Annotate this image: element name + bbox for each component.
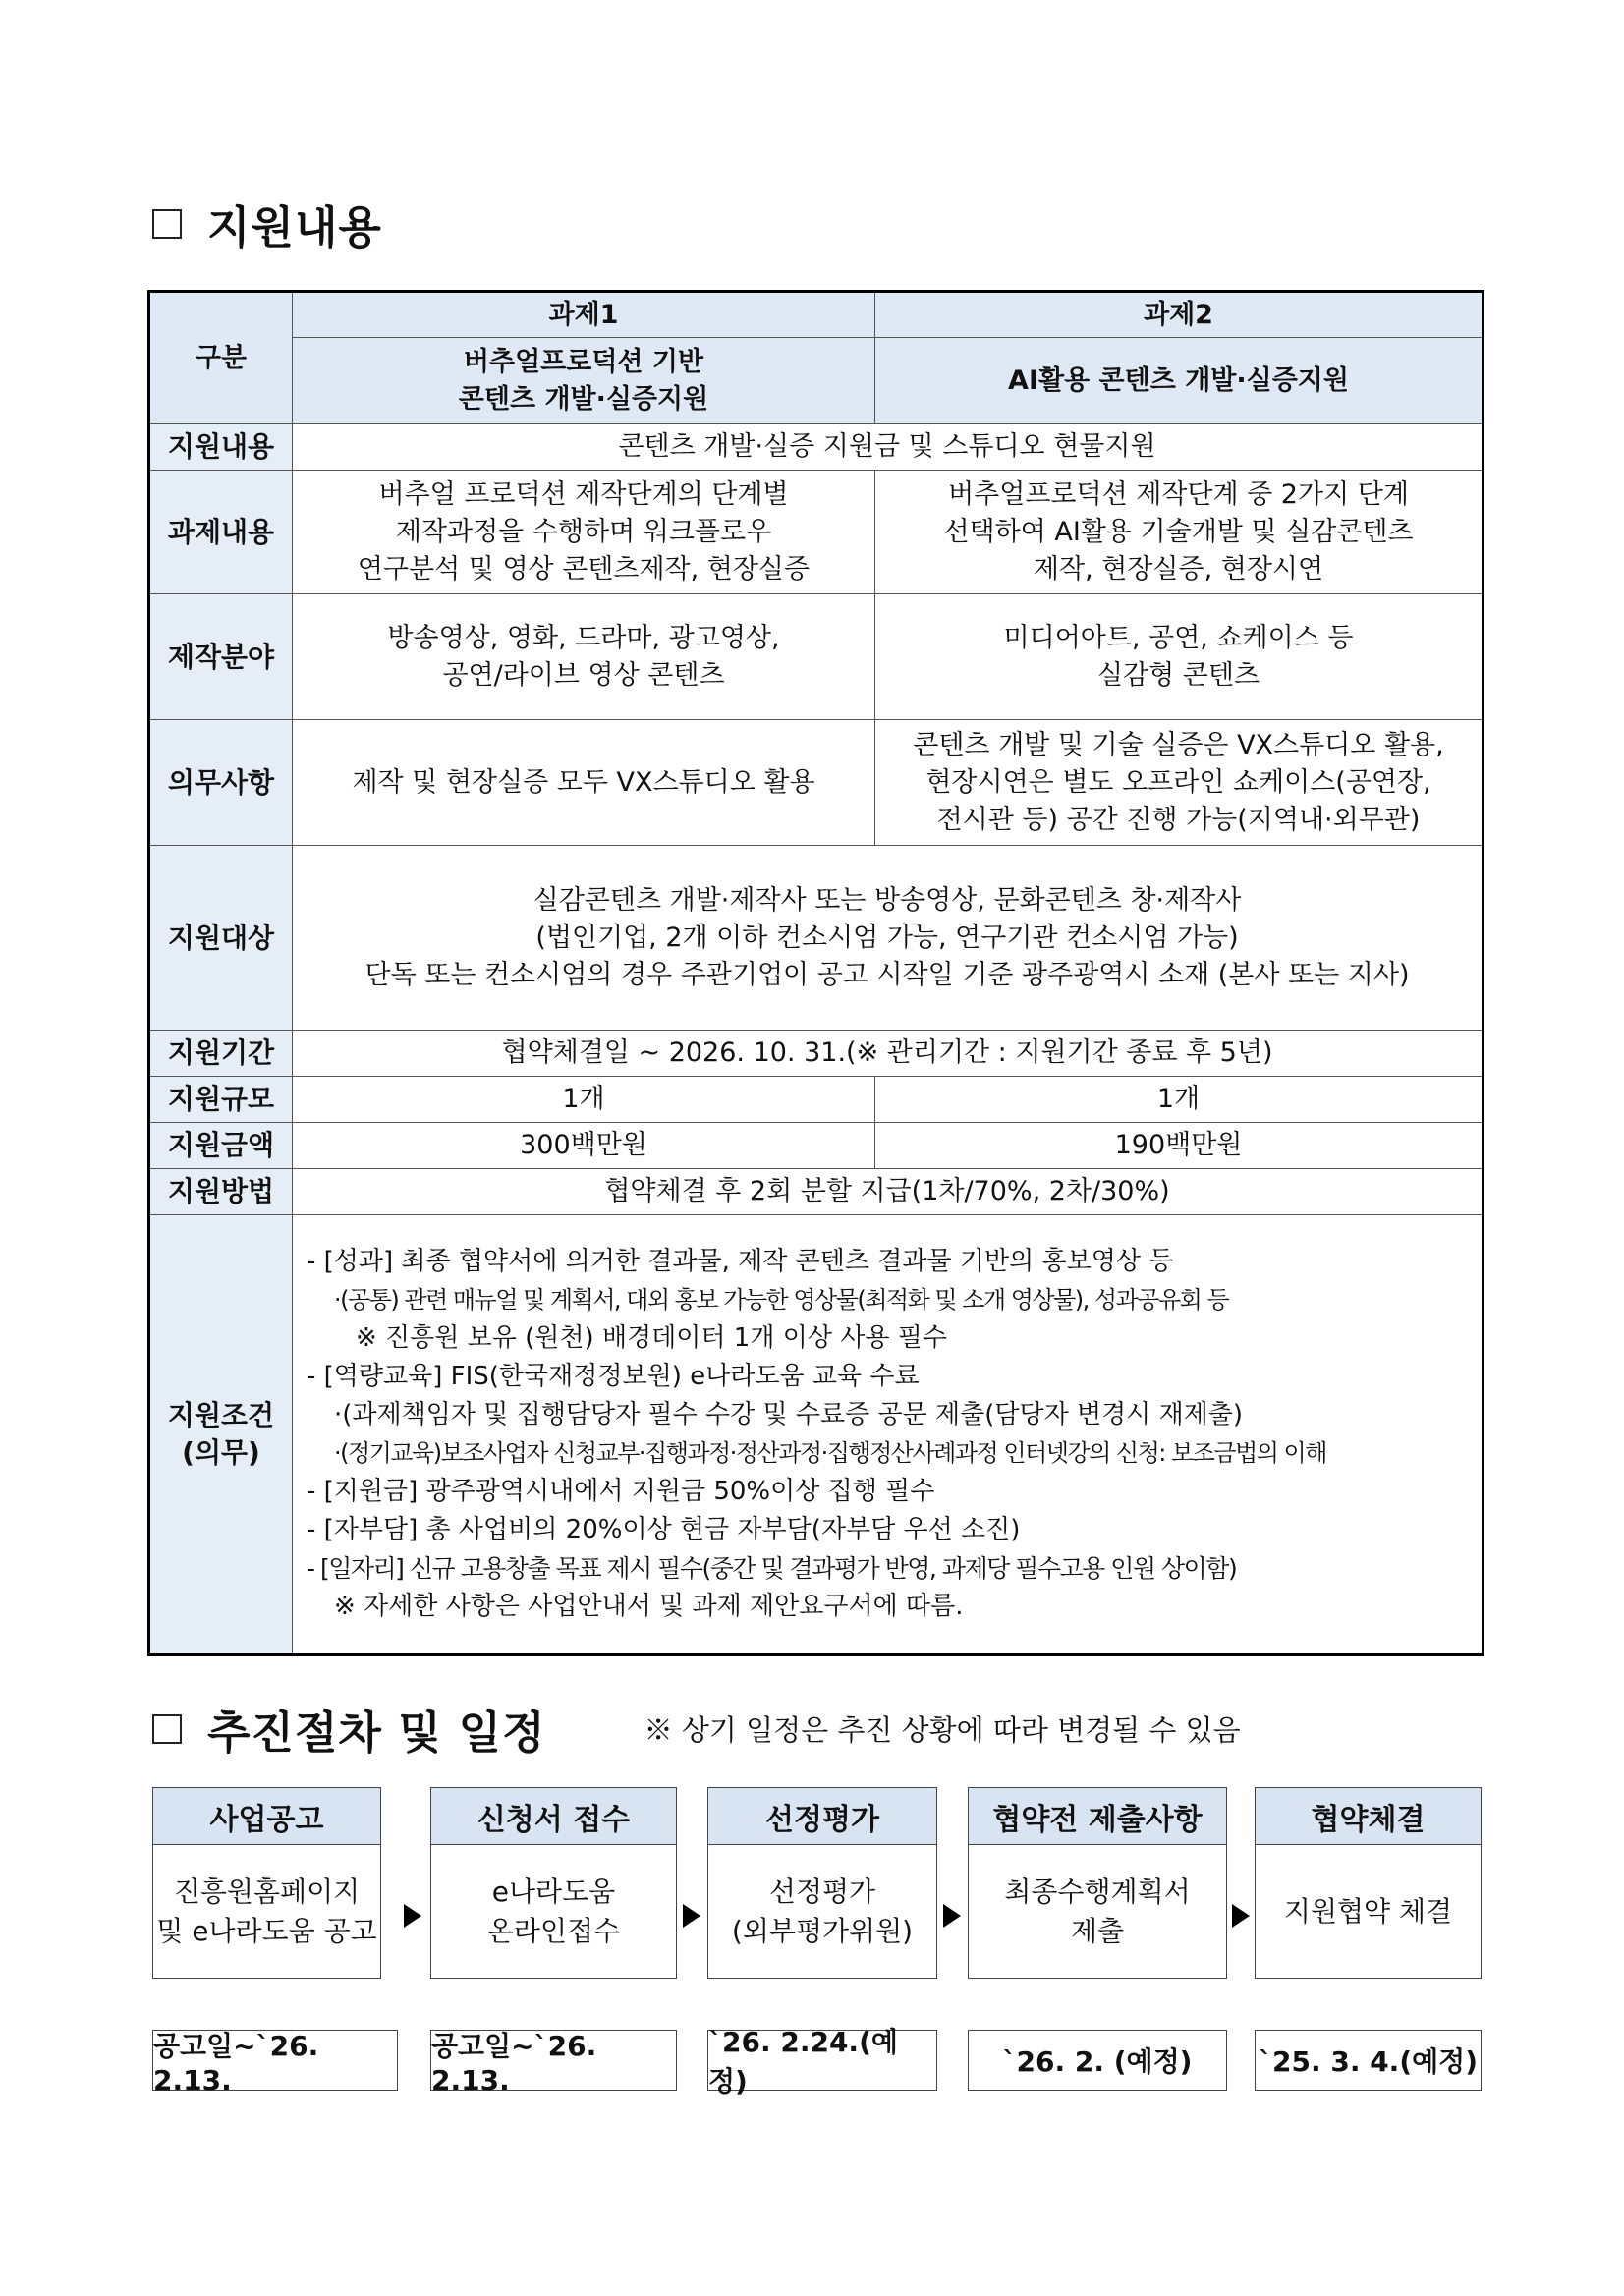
method-value: 협약체결 후 2회 분할 지급(1차/70%, 2차/30%) <box>293 1169 1484 1215</box>
process-step <box>430 1787 677 1979</box>
row-label-conditions: 지원조건 (의무) <box>149 1215 293 1655</box>
step-title: 협약전 제출사항 <box>969 1788 1226 1845</box>
condition-line: ·(공통) 관련 매뉴얼 및 계획서, 대외 홍보 가능한 영상물(최적화 및 소개 영상물), 성과공유회 등 <box>334 1286 1229 1314</box>
header-task1-name: 버추얼프로덕션 기반 콘텐츠 개발·실증지원 <box>293 338 875 424</box>
step-body: 진흥원홈페이지 및 e나라도움 공고 <box>156 1875 377 1947</box>
header-task1: 과제1 <box>293 292 875 338</box>
task-content-task1: 버추얼 프로덕션 제작단계의 단계별 제작과정을 수행하며 워크플로우 연구분석 및 영상 콘텐츠제작, 현장실증 <box>293 471 875 594</box>
row-label: 지원규모 <box>149 1077 293 1123</box>
section-heading-schedule <box>152 1697 1241 1761</box>
step-date: `26. 2.24.(예정) <box>707 2030 937 2091</box>
condition-line: ·(과제책임자 및 집행담당자 필수 수강 및 수료증 공문 제출(담당자 변경시 재제출) <box>334 1400 1244 1429</box>
step-date: 공고일~`26. 2.13. <box>152 2030 398 2091</box>
process-step <box>152 1787 381 1979</box>
period-value: 협약체결일 ~ 2026. 10. 31.(※ 관리기간 : 지원기간 종료 후 5년) <box>293 1031 1484 1077</box>
production-field-task2: 미디어아트, 공연, 쇼케이스 등 실감형 콘텐츠 <box>875 594 1484 720</box>
scale-task1: 1개 <box>293 1077 875 1123</box>
condition-line: ※ 진흥원 보유 (원천) 배경데이터 1개 이상 사용 필수 <box>356 1323 947 1353</box>
arrow-right-icon <box>1232 1904 1250 1928</box>
checkbox-square-icon <box>152 1714 182 1744</box>
row-label: 지원기간 <box>149 1031 293 1077</box>
section-title: 지원내용 <box>207 201 382 253</box>
condition-line: - [성과] 최종 협약서에 의거한 결과물, 제작 콘텐츠 결과물 기반의 홍보영상 등 <box>307 1247 1174 1276</box>
header-category: 구분 <box>149 292 293 424</box>
obligations-task1: 제작 및 현장실증 모두 VX스튜디오 활용 <box>293 720 875 846</box>
support-table <box>147 290 1484 1656</box>
process-step <box>1255 1787 1482 1979</box>
section-title: 추진절차 및 일정 <box>207 1707 546 1759</box>
row-label: 지원방법 <box>149 1169 293 1215</box>
arrow-right-icon <box>943 1904 961 1928</box>
step-title: 사업공고 <box>153 1788 380 1845</box>
header-task2-name: AI활용 콘텐츠 개발·실증지원 <box>875 338 1484 424</box>
condition-line: - [자부담] 총 사업비의 20%이상 현금 자부담(자부담 우선 소진) <box>307 1515 1021 1544</box>
conditions-value <box>293 1215 1484 1655</box>
step-title: 협약체결 <box>1256 1788 1481 1845</box>
amount-task2: 190백만원 <box>875 1123 1484 1169</box>
section-heading-support <box>152 192 382 255</box>
condition-line: ※ 자세한 사항은 사업안내서 및 과제 제안요구서에 따름. <box>334 1592 964 1621</box>
step-title: 선정평가 <box>708 1788 936 1845</box>
task-content-task2: 버추얼프로덕션 제작단계 중 2가지 단계 선택하여 AI활용 기술개발 및 실감콘텐츠 제작, 현장실증, 현장시연 <box>875 471 1484 594</box>
process-step <box>707 1787 937 1979</box>
condition-line: ·(정기교육)보조사업자 신청교부·집행과정·정산과정·집행정산사례과정 인터넷강의 신청: 보조금법의 이해 <box>334 1439 1326 1467</box>
obligations-task2: 콘텐츠 개발 및 기술 실증은 VX스튜디오 활용, 현장시연은 별도 오프라인 쇼케이스(공연장, 전시관 등) 공간 진행 가능(지역내·외무관) <box>875 720 1484 846</box>
support-content-value: 콘텐츠 개발·실증 지원금 및 스튜디오 현물지원 <box>293 424 1484 471</box>
condition-line: - [지원금] 광주광역시내에서 지원금 50%이상 집행 필수 <box>307 1477 935 1506</box>
checkbox-square-icon <box>152 209 182 239</box>
process-step <box>968 1787 1227 1979</box>
arrow-right-icon <box>683 1904 700 1928</box>
step-title: 신청서 접수 <box>431 1788 676 1845</box>
schedule-note: ※ 상기 일정은 추진 상황에 따라 변경될 수 있음 <box>644 1713 1241 1747</box>
condition-line: - [역량교육] FIS(한국재정정보원) e나라도움 교육 수료 <box>307 1362 920 1391</box>
row-label: 지원대상 <box>149 846 293 1031</box>
production-field-task1: 방송영상, 영화, 드라마, 광고영상, 공연/라이브 영상 콘텐츠 <box>293 594 875 720</box>
scale-task2: 1개 <box>875 1077 1484 1123</box>
row-label: 지원금액 <box>149 1123 293 1169</box>
row-label: 제작분야 <box>149 594 293 720</box>
step-body: 최종수행계획서 제출 <box>1004 1875 1191 1947</box>
row-label: 과제내용 <box>149 471 293 594</box>
step-body: 선정평가 (외부평가위원) <box>731 1875 914 1947</box>
step-body: 지원협약 체결 <box>1283 1894 1453 1928</box>
header-task2: 과제2 <box>875 292 1484 338</box>
step-body: e나라도움 온라인접수 <box>486 1875 621 1947</box>
step-date: `26. 2. (예정) <box>968 2030 1227 2091</box>
target-value: 실감콘텐츠 개발·제작사 또는 방송영상, 문화콘텐츠 창·제작사 (법인기업, 2개 이하 컨소시엄 가능, 연구기관 컨소시엄 가능) 단독 또는 컨소시엄의 경우 주관기업이 공고 시작일 기준 광주광역시 소재 (본사 또는 지사) <box>293 846 1484 1031</box>
amount-task1: 300백만원 <box>293 1123 875 1169</box>
row-label: 의무사항 <box>149 720 293 846</box>
condition-line: - [일자리] 신규 고용창출 목표 제시 필수(중간 및 결과평가 반영, 과제당 필수고용 인원 상이함) <box>307 1554 1237 1583</box>
step-date: `25. 3. 4.(예정) <box>1255 2030 1482 2091</box>
arrow-right-icon <box>404 1904 421 1928</box>
row-label: 지원내용 <box>149 424 293 471</box>
step-date: 공고일~`26. 2.13. <box>430 2030 677 2091</box>
